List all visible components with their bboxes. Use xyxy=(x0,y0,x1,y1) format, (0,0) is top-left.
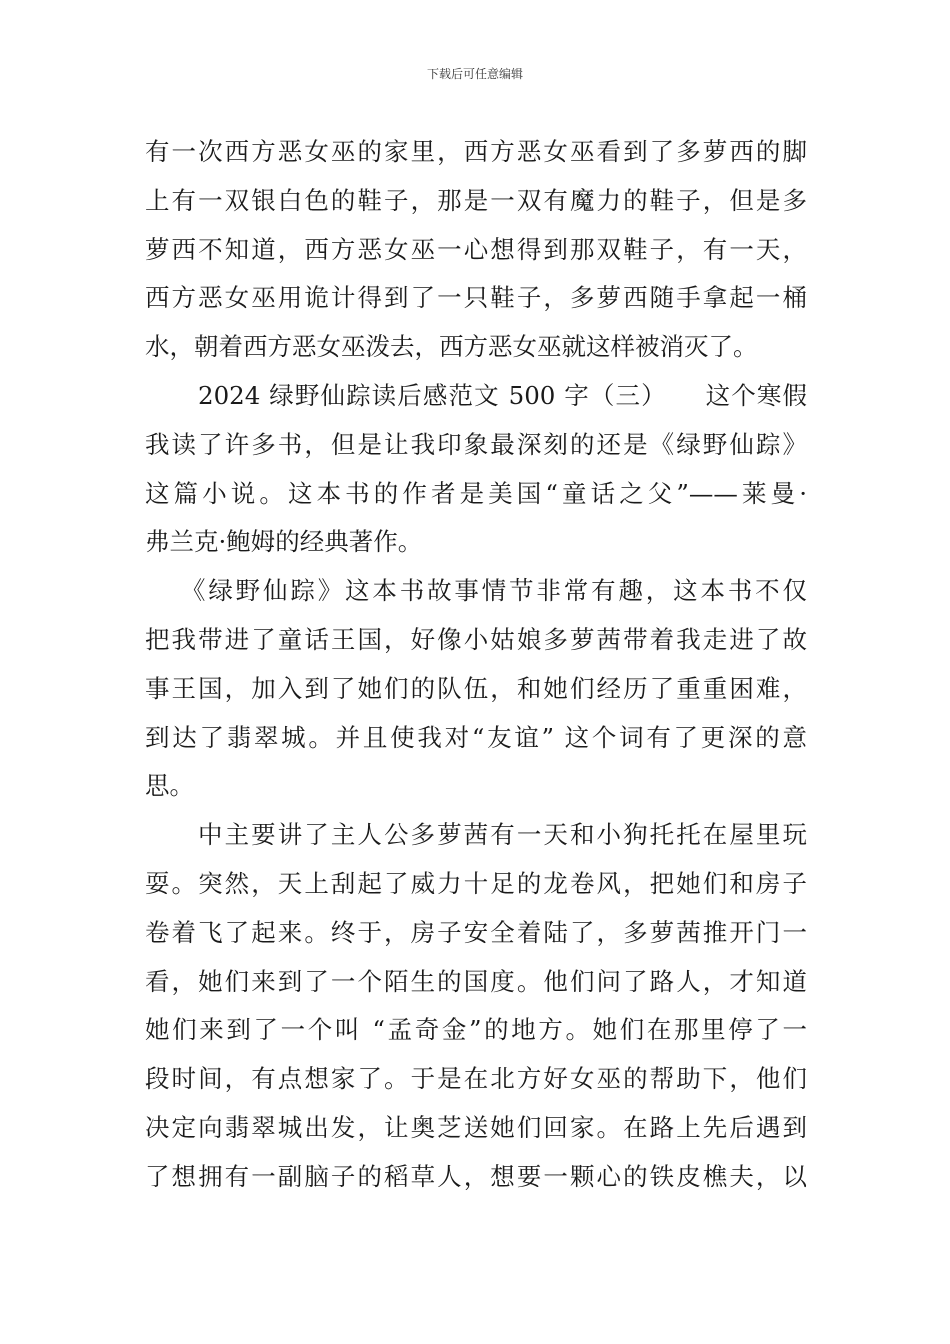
text-line: 萝西不知道，西方恶女巫一心想得到那双鞋子，有一天， xyxy=(145,234,807,264)
text-line: 段时间，有点想家了。于是在北方好女巫的帮助下，他们 xyxy=(145,1064,807,1094)
text-line: 看，她们来到了一个陌生的国度。他们问了路人，才知道 xyxy=(145,966,807,996)
text-line: 决定向翡翠城出发，让奥芝送她们回家。在路上先后遇到 xyxy=(145,1112,807,1142)
text-line: 了想拥有一副脑子的稻草人，想要一颗心的铁皮樵夫，以 xyxy=(145,1161,807,1191)
text-line: 西方恶女巫用诡计得到了一只鞋子，多萝西随手拿起一桶 xyxy=(145,283,807,313)
text-line: 思。 xyxy=(145,771,194,801)
text-line: 我读了许多书，但是让我印象最深刻的还是《绿野仙踪》 xyxy=(145,429,807,459)
text-line: 把我带进了童话王国，好像小姑娘多萝茜带着我走进了故 xyxy=(145,624,807,654)
text-line: 有一次西方恶女巫的家里，西方恶女巫看到了多萝西的脚 xyxy=(145,137,807,166)
text-line: 弗兰克·鲍姆的经典著作。 xyxy=(145,527,423,557)
text-line: 耍。突然，天上刮起了威力十足的龙卷风，把她们和房子 xyxy=(145,868,807,898)
text-line: 卷着飞了起来。终于，房子安全着陆了，多萝茜推开门一 xyxy=(145,917,807,947)
text-line: 水，朝着西方恶女巫泼去，西方恶女巫就这样被消灭了。 xyxy=(145,332,758,362)
page-header: 下载后可任意编辑 xyxy=(426,67,523,81)
text-line: 事王国，加入到了她们的队伍，和她们经历了重重困难， xyxy=(145,673,807,703)
text-line: 上有一双银白色的鞋子，那是一双有魔力的鞋子，但是多 xyxy=(145,185,807,215)
text-line: 到达了翡翠城。并且使我对“友谊” 这个词有了更深的意 xyxy=(145,722,807,752)
text-line: 中主要讲了主人公多萝茜有一天和小狗托托在屋里玩 xyxy=(198,820,807,850)
body-text xyxy=(145,128,807,1202)
text-line: 这篇小说。这本书的作者是美国“童话之父”——莱曼· xyxy=(145,478,807,508)
section-title-line: 2024 绿野仙踪读后感范文 500 字（三） 这个寒假 xyxy=(198,380,807,410)
text-line: 她们来到了一个叫 “孟奇金”的地方。她们在那里停了一 xyxy=(145,1015,807,1045)
text-line: 《绿野仙踪》这本书故事情节非常有趣，这本书不仅 xyxy=(181,576,807,606)
